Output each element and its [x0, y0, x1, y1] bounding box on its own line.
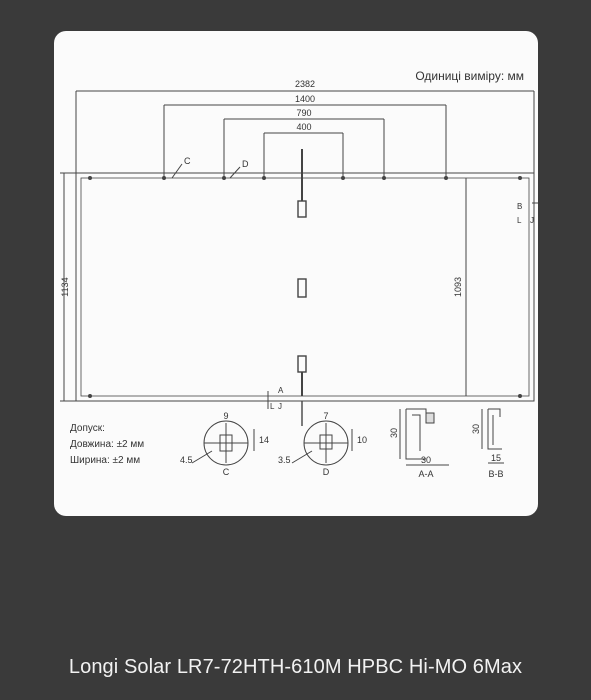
- detail-c-top: 9: [223, 411, 229, 421]
- tolerance-length: Довжина: ±2 мм: [70, 439, 145, 450]
- drawing-image-card: [54, 31, 538, 516]
- connector-bottom: [298, 356, 306, 372]
- detail-c-label: C: [222, 467, 230, 477]
- section-bb-profile: [488, 409, 502, 449]
- dim-1134-label: 1134: [60, 277, 70, 297]
- detail-d-side: 10: [357, 435, 368, 445]
- marker-a: A: [278, 386, 284, 395]
- section-bb-width: 15: [490, 453, 502, 463]
- dim-790-label: 790: [296, 108, 312, 118]
- detail-d-label: D: [322, 467, 330, 477]
- detail-d-top: 7: [323, 411, 329, 421]
- section-aa-label: A-A: [418, 469, 434, 479]
- marker-d: D: [242, 159, 249, 169]
- section-bb-height: 30: [471, 423, 481, 435]
- junction-box: [298, 279, 306, 297]
- connector-top: [298, 201, 306, 217]
- listing-caption: Longi Solar LR7-72HTH-610M HPBC Hi-MO 6Max: [68, 656, 523, 678]
- section-aa-profile: [406, 409, 426, 459]
- units-label: Одиниці виміру: мм: [415, 69, 524, 83]
- tolerance-width: Ширина: ±2 мм: [70, 455, 141, 466]
- section-aa-height: 30: [389, 427, 399, 439]
- section-bb-label: B-B: [488, 469, 504, 479]
- dim-2382-label: 2382: [294, 79, 316, 89]
- technical-drawing: [54, 31, 538, 516]
- marker-l: L: [517, 216, 522, 225]
- panel-frame: [76, 173, 534, 401]
- dim-400-label: 400: [296, 122, 312, 132]
- marker-b: B: [517, 202, 523, 211]
- marker-j2: J: [278, 402, 282, 411]
- detail-c-side: 14: [259, 435, 270, 445]
- detail-c-left: 4.5: [180, 455, 193, 465]
- dim-1093-label: 1093: [453, 276, 463, 298]
- marker-j: J: [530, 216, 534, 225]
- marker-c: C: [184, 156, 191, 166]
- marker-l2: L: [270, 402, 275, 411]
- section-aa-width: 30: [420, 455, 432, 465]
- tolerance-title: Допуск:: [70, 423, 105, 434]
- dim-1400-label: 1400: [294, 94, 316, 104]
- detail-d-left: 3.5: [278, 455, 291, 465]
